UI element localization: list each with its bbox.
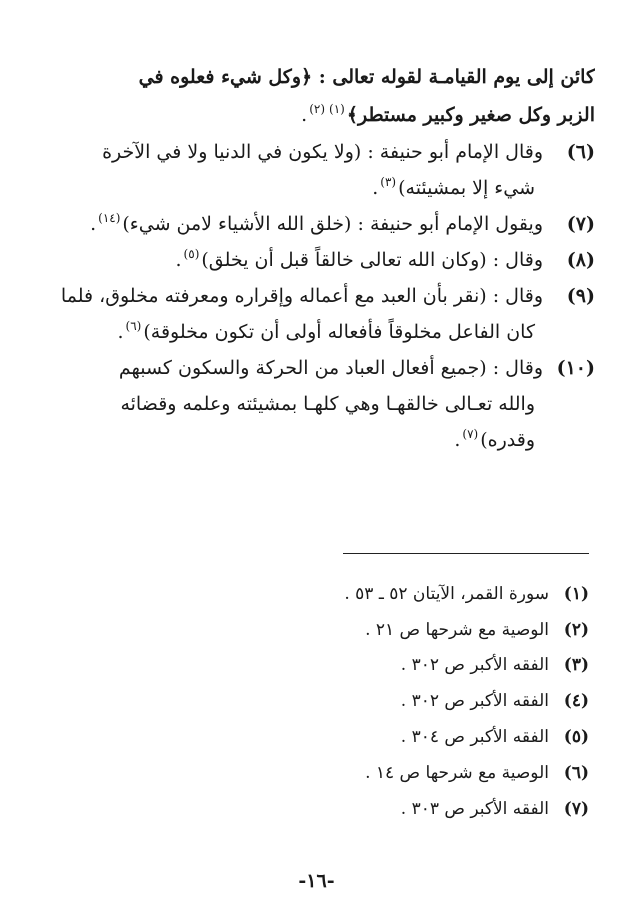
item-text: وقدره) <box>480 429 535 451</box>
page-number: -١٦- <box>298 870 335 892</box>
footnote <box>60 755 589 791</box>
footnote <box>60 612 589 648</box>
footnote-number: (١) <box>563 583 589 604</box>
item-6-line-2 <box>40 170 595 206</box>
item-number: (٩) <box>566 285 595 307</box>
item-number: (٦) <box>566 141 595 163</box>
period: . <box>454 429 461 451</box>
footnote-ref: (٣) <box>380 175 397 189</box>
item-text: وقال : (نقر بأن العبد مع أعماله وإقراره ومعرفته مخلوق، فلما <box>60 285 543 307</box>
item-text: وقال الإمام أبو حنيفة : (ولا يكون في الدنيا ولا في الآخرة <box>102 141 543 163</box>
item-text: والله تعـالى خالقهـا وهي كلهـا بمشيئته وعلمه وقضائه <box>120 393 535 415</box>
footnote-text: سورة القمر، الآيتان ٥٢ ـ ٥٣ . <box>344 583 549 604</box>
intro-line-2 <box>40 96 595 134</box>
period: . <box>301 104 308 126</box>
item-10-line-3 <box>40 422 595 458</box>
item-text: كان الفاعل مخلوقاً فأفعاله أولى أن تكون مخلوقة) <box>143 321 535 343</box>
item-7-line-1 <box>40 206 595 242</box>
intro-line-1 <box>40 58 595 96</box>
item-8-line-1 <box>40 242 595 278</box>
footnotes <box>60 576 589 827</box>
period: . <box>90 213 97 235</box>
footnote-ref: (١٤) <box>98 211 121 225</box>
item-10-line-1 <box>40 350 595 386</box>
footnote-separator <box>343 553 589 554</box>
period: . <box>175 249 182 271</box>
footnote <box>60 719 589 755</box>
footnote-number: (٦) <box>563 762 589 783</box>
item-9-line-2 <box>40 314 595 350</box>
footnote-text: الوصية مع شرحها ص ٢١ . <box>365 619 549 640</box>
footnote-text: الفقه الأكبر ص ٣٠٤ . <box>400 727 549 748</box>
item-10-line-2 <box>40 386 595 422</box>
quran-verse: الزبر وكل صغير وكبير مستطر﴾ <box>346 104 595 126</box>
footnote-ref-2: (٢) <box>309 102 326 116</box>
footnote-ref: (٥) <box>183 247 200 261</box>
footnote <box>60 791 589 827</box>
footnote-number: (٣) <box>563 655 589 676</box>
period: . <box>117 321 124 343</box>
item-text: شيء إلا بمشيئته) <box>398 177 535 199</box>
main-text <box>40 58 595 458</box>
footnote-text: الوصية مع شرحها ص ١٤ . <box>365 762 549 783</box>
item-text: ويقول الإمام أبو حنيفة : (خلق الله الأشياء لامن شيء) <box>122 213 543 235</box>
footnote <box>60 683 589 719</box>
footnote-number: (٤) <box>563 691 589 712</box>
footnote-text: الفقه الأكبر ص ٣٠٢ . <box>400 655 549 676</box>
item-9-line-1 <box>40 278 595 314</box>
footnote-ref-1: (١) <box>329 102 345 116</box>
footnote-text: الفقه الأكبر ص ٣٠٢ . <box>400 691 549 712</box>
footnote-text: الفقه الأكبر ص ٣٠٣ . <box>400 798 549 819</box>
footnote-ref: (٧) <box>462 427 479 441</box>
footnote-number: (٢) <box>563 619 589 640</box>
footnote-number: (٧) <box>563 798 589 819</box>
period: . <box>372 177 379 199</box>
intro-text: كائن إلى يوم القيامـة لقوله تعالى : ﴿وكل شيء فعلوه في <box>138 66 595 88</box>
item-text: وقال : (وكان الله تعالى خالقاً قبل أن يخلق) <box>201 249 543 271</box>
item-number: (١٠) <box>556 357 595 379</box>
footnote-ref: (٦) <box>125 319 142 333</box>
footnote <box>60 648 589 684</box>
item-6-line-1 <box>40 134 595 170</box>
footnote <box>60 576 589 612</box>
item-text: وقال : (جميع أفعال العباد من الحركة والسكون كسبهم <box>118 357 543 379</box>
item-number: (٨) <box>566 249 595 271</box>
footnote-number: (٥) <box>563 727 589 748</box>
item-number: (٧) <box>566 213 595 235</box>
